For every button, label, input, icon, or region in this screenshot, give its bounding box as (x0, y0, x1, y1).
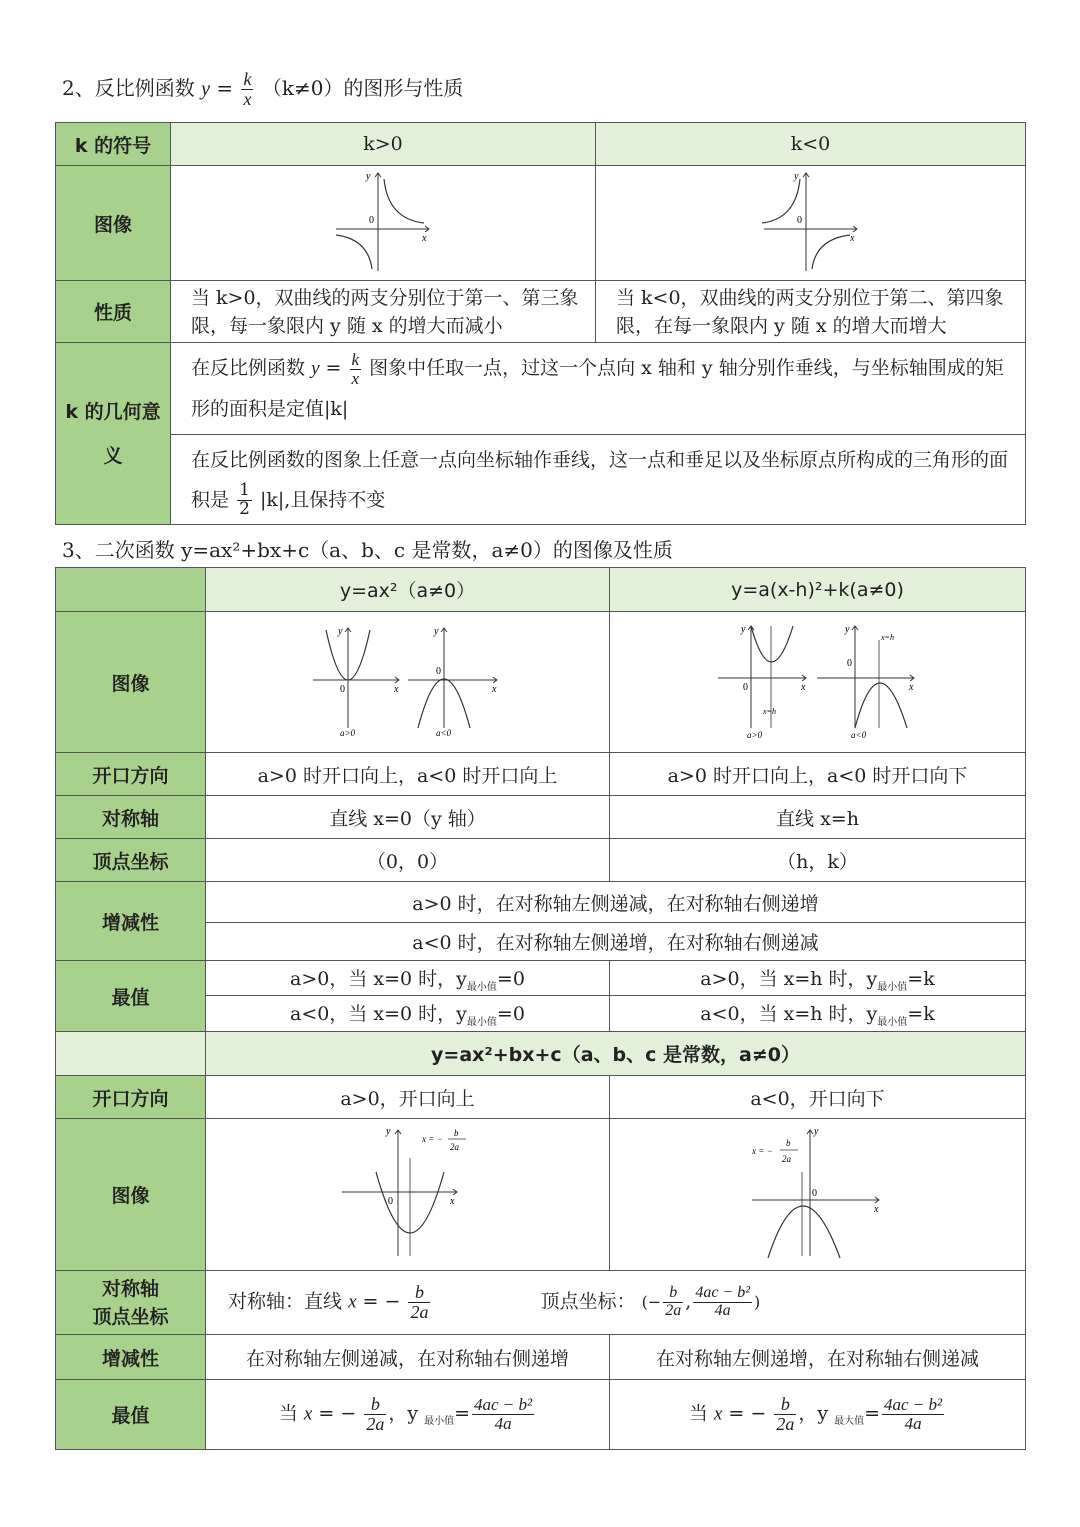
frac-num: b (785, 1138, 790, 1148)
axis-x-h-label: x=h (762, 706, 776, 716)
frac-num: 4ac − b² (884, 1395, 943, 1415)
vertex-form-hk-header: y=a(x-h)²+k(a≠0) (610, 568, 1026, 612)
origin-label: 0 (811, 1188, 817, 1199)
k-positive-header: k>0 (171, 123, 596, 166)
hyperbola-positive-graph (171, 166, 596, 281)
axis-label-line2: 顶点坐标 (92, 1305, 169, 1328)
frac-num: b (408, 1283, 430, 1303)
geo2-text-a: 在反比例函数的图象上任意一点向坐标轴作垂线，这一点和垂足以及坐标原点所构成的三角形的面积是 (191, 448, 1009, 511)
graph-row-label: 图像 (56, 612, 206, 753)
vertex-basic: （0，0） (206, 839, 610, 882)
vertex-row-label: 顶点坐标 (56, 839, 206, 882)
origin-label: 0 (387, 1196, 393, 1207)
y-axis-label: y (433, 625, 438, 637)
subscript: 最小值 (466, 1016, 497, 1028)
axis-text: 对称轴：直线 (228, 1290, 343, 1313)
geo1-text-a: 在反比例函数 (191, 357, 306, 379)
frac-num: b (663, 1285, 683, 1303)
general-parabola-up-svg (338, 1124, 478, 1260)
parabola-shifted-svg (713, 618, 923, 742)
frac-num: 4ac − b² (695, 1284, 751, 1302)
general-axis-vertex-value: 对称轴：直线 x = − $\frac{b}{2a}$ 顶点坐标： (− $\frac{b}{2a}$ , $\frac{\text{4ac − b²}}{4a}$ ) (206, 1271, 1026, 1335)
frac-den: 2a (781, 1154, 791, 1164)
subscript: 最大值 (834, 1416, 865, 1428)
property-k-negative: 当 k<0，双曲线的两支分别位于第二、第四象限，在每一象限内 y 随 x 的增大而增大 (596, 281, 1026, 343)
parabola-shifted-graphs (610, 612, 1026, 753)
quadratic-function-table (55, 567, 1026, 1450)
frac-num: b (364, 1395, 386, 1415)
heading-suffix: （k≠0）的图形与性质 (261, 75, 464, 100)
vertex-text: 顶点坐标： (540, 1290, 636, 1313)
x-axis-label: x (393, 683, 398, 695)
subscript: 最小值 (877, 1016, 908, 1028)
frac-den: 4a (494, 1414, 512, 1433)
x-axis-label: x (449, 1196, 454, 1207)
hyperbola-k-neg-svg (756, 167, 866, 275)
a-positive-caption: a>0 (339, 727, 355, 738)
frac-den: 2a (665, 1302, 682, 1319)
axis-shifted: 直线 x=h (610, 796, 1026, 839)
general-axis-vertex-label (56, 1271, 206, 1335)
monotonicity-a-negative: a<0 时，在对称轴左侧递增，在对称轴右侧递减 (206, 923, 1026, 961)
extremum-value: =k (907, 1003, 935, 1026)
geo2-text-b: |k|,且保持不变 (259, 488, 386, 511)
x-axis-label: x (908, 681, 913, 693)
vertex-shifted: （h，k） (610, 839, 1026, 882)
y-axis-label: y (844, 623, 849, 635)
origin-label: 0 (796, 214, 802, 226)
subscript: 最小值 (466, 981, 497, 993)
heading-prefix: 2、反比例函数 (62, 75, 195, 100)
general-opening-label: 开口方向 (56, 1076, 206, 1119)
y-axis-label: y (337, 625, 342, 637)
monotonicity-row-label: 增减性 (56, 882, 206, 961)
a-positive-caption: a>0 (746, 729, 762, 740)
extremum-value: =0 (496, 967, 525, 990)
x-axis-label: x (800, 681, 805, 693)
general-monotonicity-down: 在对称轴左侧递增，在对称轴右侧递减 (610, 1335, 1026, 1380)
hyperbola-negative-graph (596, 166, 1026, 281)
general-extremum-max: 当 x = − $\frac{b}{2a}$ ，y $_{最大值}$= $\frac{\text{4ac − b²}}{4a}$ (610, 1380, 1026, 1450)
when-text: 当 (688, 1402, 708, 1425)
hyperbola-k-pos-svg (328, 167, 438, 275)
property-k-positive: 当 k>0，双曲线的两支分别位于第一、第三象限，每一象限内 y 随 x 的增大而减小 (171, 281, 596, 343)
general-parabola-up-graph (206, 1119, 610, 1271)
frac-num: 4ac − b² (474, 1395, 533, 1415)
y-axis-label: y (793, 170, 798, 182)
general-extremum-min: 当 x = − $\frac{b}{2a}$ ，y $_{最小值}$= $\frac{\text{4ac − b²}}{4a}$ (206, 1380, 610, 1450)
inverse-function-table (55, 122, 1026, 525)
k-sign-header: k 的符号 (56, 123, 171, 166)
general-parabola-down-svg (748, 1124, 888, 1260)
y-axis-label: y (385, 1126, 390, 1137)
origin-label: 0 (369, 214, 374, 226)
general-graph-label: 图像 (56, 1119, 206, 1271)
general-extremum-label: 最值 (56, 1380, 206, 1450)
frac-den: 4a (904, 1414, 922, 1433)
subscript: 最小值 (424, 1416, 455, 1428)
subscript: 最小值 (877, 981, 908, 993)
section3-heading: 3、二次函数 y=ax²+bx+c（a、b、c 是常数，a≠0）的图像及性质 (62, 538, 673, 562)
general-monotonicity-label: 增减性 (56, 1335, 206, 1380)
monotonicity-a-positive: a>0 时，在对称轴左侧递减，在对称轴右侧递增 (206, 882, 1026, 923)
axis-x-h-label: x=h (880, 632, 894, 642)
y-axis-label: y (813, 1126, 818, 1137)
frac-den: 2a (449, 1142, 459, 1152)
a-negative-caption: a<0 (850, 729, 866, 740)
extremum-shifted-a-positive (610, 961, 1026, 996)
geometric-meaning-label: k 的几何意义 (56, 343, 171, 525)
axis-label-line1: 对称轴 (101, 1277, 159, 1300)
x-axis-label: x (849, 232, 854, 244)
a-negative-caption: a<0 (435, 727, 451, 738)
vertex-form-a-header: y=ax²（a≠0） (206, 568, 610, 612)
graph-row-label: 图像 (56, 166, 171, 281)
x-axis-label: x (422, 232, 427, 244)
geo1-text-b: 图象中任取一点，过这一个点向 x 轴和 y 轴分别作垂线，与坐标轴围成的矩形的面积是定值|k| (191, 357, 1004, 420)
general-opening-negative: a<0，开口向下 (610, 1076, 1026, 1119)
opening-basic: a>0 时开口向上，a<0 时开口向上 (206, 753, 610, 796)
extremum-text: a<0，当 x=h 时，y (700, 1003, 878, 1026)
y-axis-label: y (366, 170, 371, 182)
extremum-row-label: 最值 (56, 961, 206, 1032)
general-form-header: y=ax²+bx+c（a、b、c 是常数，a≠0） (206, 1032, 1026, 1076)
general-opening-positive: a>0，开口向上 (206, 1076, 610, 1119)
origin-label: 0 (846, 657, 852, 669)
origin-label: 0 (742, 681, 748, 693)
when-text: 当 (278, 1402, 298, 1425)
parabola-basic-graphs (206, 612, 610, 753)
origin-label: 0 (435, 665, 441, 677)
extremum-text: a>0，当 x=0 时，y (290, 967, 467, 990)
frac-den: 2a (776, 1414, 795, 1434)
property-row-label: 性质 (56, 281, 171, 343)
frac-den: 2a (366, 1414, 385, 1434)
extremum-value: =k (907, 967, 935, 990)
opening-shifted: a>0 时开口向上，a<0 时开口向下 (610, 753, 1026, 796)
extremum-text: a<0，当 x=0 时，y (290, 1003, 467, 1026)
extremum-shifted-a-negative (610, 996, 1026, 1032)
svg-text:x = −: x = − (421, 1134, 443, 1144)
y-axis-label: y (740, 623, 745, 635)
extremum-text: a>0，当 x=h 时，y (700, 967, 878, 990)
frac-num: b (774, 1395, 796, 1415)
geometric-meaning-rectangle: 在反比例函数 y = $\frac{k}{x}$ 图象中任取一点，过这一个点向 x 轴和 y 轴分别作垂线，与坐标轴围成的矩形的面积是定值|k| (171, 343, 1026, 435)
svg-text:x = −: x = − (751, 1146, 773, 1156)
axis-basic: 直线 x=0（y 轴） (206, 796, 610, 839)
opening-row-label: 开口方向 (56, 753, 206, 796)
extremum-basic-a-negative (206, 996, 610, 1032)
geometric-meaning-triangle: 在反比例函数的图象上任意一点向坐标轴作垂线，这一点和垂足以及坐标原点所构成的三角形的面积是 $\frac{1}{2}$ |k|,且保持不变 (171, 435, 1026, 525)
section2-heading: 2、反比例函数 y = $\frac{k}{x}$ （k≠0）的图形与性质 (62, 69, 464, 109)
origin-label: 0 (339, 683, 345, 695)
frac-num: b (453, 1128, 458, 1138)
x-axis-label: x (873, 1204, 878, 1215)
frac-den: 2a (410, 1302, 429, 1322)
parabola-basic-svg (308, 620, 508, 740)
x-axis-label: x (491, 683, 496, 695)
general-parabola-down-graph (610, 1119, 1026, 1271)
general-monotonicity-up: 在对称轴左侧递减，在对称轴右侧递增 (206, 1335, 610, 1380)
axis-row-label: 对称轴 (56, 796, 206, 839)
extremum-basic-a-positive (206, 961, 610, 996)
k-negative-header: k<0 (596, 123, 1026, 166)
extremum-value: =0 (496, 1003, 525, 1026)
frac-den: 4a (714, 1302, 731, 1319)
